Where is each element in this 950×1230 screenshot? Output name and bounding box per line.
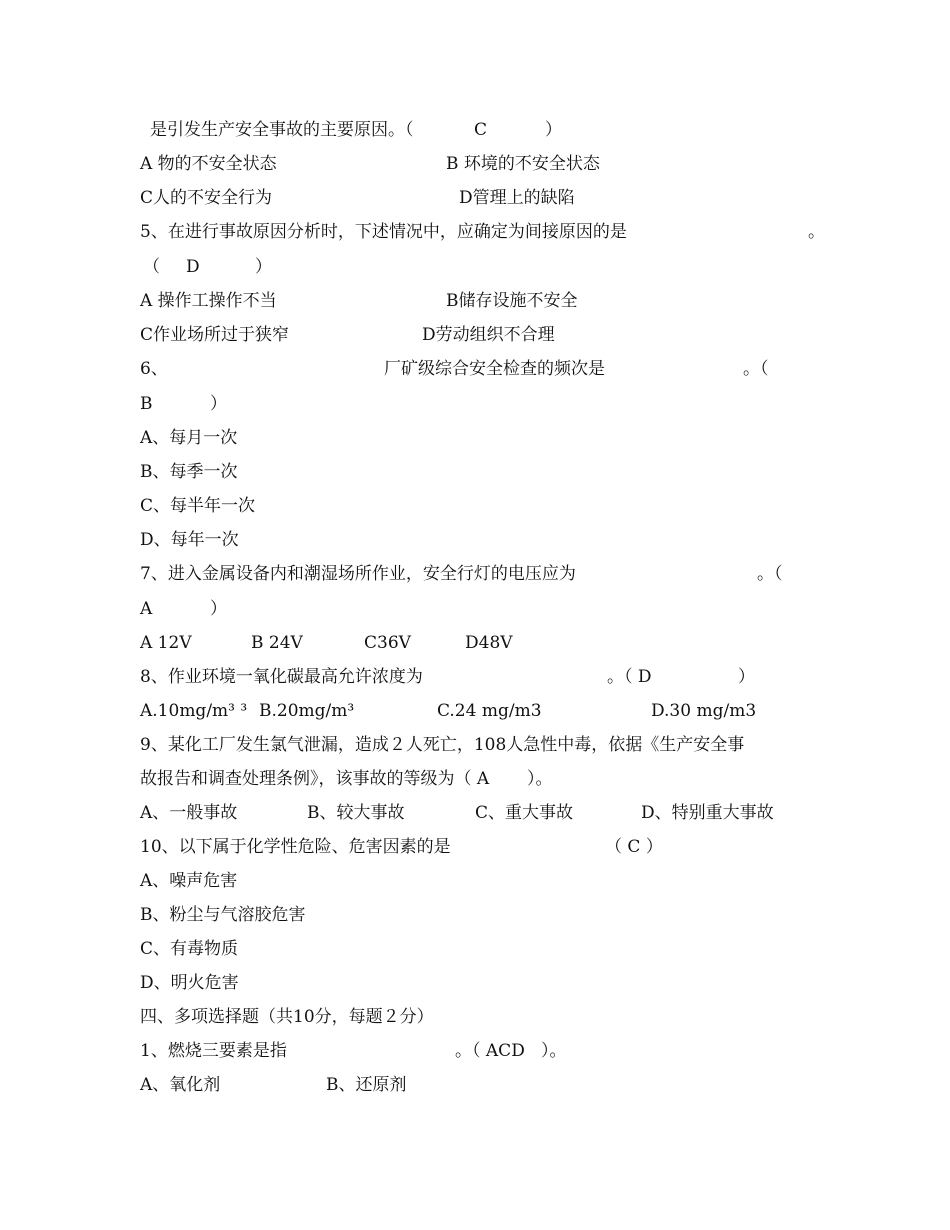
option-d: D.30 mg/m3 <box>651 701 757 721</box>
question-7-stem <box>0 562 950 586</box>
option-d: D48V <box>465 633 513 653</box>
question-5-text: 5、在进行事故原因分析时，下述情况中，应确定为间接原因的是 <box>140 222 627 242</box>
option-b: B、每季一次 <box>140 462 238 482</box>
option-c: C、有毒物质 <box>140 939 239 959</box>
question-7-answer: A <box>140 599 153 619</box>
question-8-stem <box>0 665 950 689</box>
option-c: C.24 mg/m3 <box>437 701 542 721</box>
question-9-stem-2 <box>0 767 950 791</box>
option-a: A 操作工操作不当 <box>140 291 277 311</box>
option-b: B、还原剂 <box>326 1075 407 1095</box>
multi-question-1-text: 1、燃烧三要素是指 <box>140 1041 287 1061</box>
paren-close: ） <box>255 257 272 277</box>
option-d: D、明火危害 <box>140 973 239 993</box>
question-4-answer: C <box>474 120 488 140</box>
question-5-options-1 <box>0 289 950 313</box>
question-7-options <box>0 631 950 655</box>
paren-close: ） <box>210 394 227 414</box>
question-9-text: 9、某化工厂发生氯气泄漏，造成２人死亡，108人急性中毒，依据《生产安全事 <box>140 735 745 755</box>
option-line <box>0 460 950 484</box>
question-4-paren: ） <box>545 120 562 140</box>
question-5-stem <box>0 220 950 244</box>
option-line <box>0 494 950 518</box>
question-5-period: 。 <box>808 222 825 242</box>
question-4-stem <box>0 118 950 142</box>
option-b: B.20mg/m³ <box>259 701 355 721</box>
option-c: C36V <box>364 633 411 653</box>
question-10-stem <box>0 835 950 859</box>
question-8-answer: 。（ D <box>607 667 652 687</box>
question-7-paren: 。（ <box>757 564 783 584</box>
option-line <box>0 869 950 893</box>
section-heading <box>0 1005 950 1029</box>
option-line <box>0 903 950 927</box>
option-b: B 环境的不安全状态 <box>446 154 600 174</box>
option-a: A 12V <box>140 633 192 653</box>
question-4-options-2 <box>0 186 950 210</box>
question-4-text: 是引发生产安全事故的主要原因。（ <box>150 120 414 140</box>
question-9-stem-1 <box>0 733 950 757</box>
option-d: D管理上的缺陷 <box>459 188 575 208</box>
multi-question-1-stem <box>0 1039 950 1063</box>
paren-close: ） <box>210 599 227 619</box>
question-6-text: 厂矿级综合安全检查的频次是 <box>384 359 605 379</box>
question-8-text: 8、作业环境一氧化碳最高允许浓度为 <box>140 667 423 687</box>
option-d: D、特别重大事故 <box>641 803 774 823</box>
paren-open: （ <box>143 257 160 277</box>
question-7-answer-line <box>0 597 950 621</box>
option-c: C作业场所过于狭窄 <box>140 325 290 345</box>
question-6-number: 6、 <box>140 359 168 379</box>
option-d: D劳动组织不合理 <box>422 325 555 345</box>
question-10-text: 10、以下属于化学性危险、危害因素的是 <box>140 837 451 857</box>
question-6-answer: B <box>140 394 153 414</box>
option-c: C人的不安全行为 <box>140 188 273 208</box>
option-b: B、较大事故 <box>307 803 405 823</box>
question-8-options <box>0 699 950 723</box>
question-9-text-cont: 故报告和调查处理条例》，该事故的等级为（ A ）。 <box>140 769 553 789</box>
option-d: D、每年一次 <box>140 530 239 550</box>
option-b: B、粉尘与气溶胶危害 <box>140 905 306 925</box>
question-6-stem <box>0 357 950 381</box>
question-10-answer: （ C ） <box>605 837 663 857</box>
option-c: C、每半年一次 <box>140 496 256 516</box>
option-a: A、噪声危害 <box>140 871 238 891</box>
option-a: A 物的不安全状态 <box>140 154 277 174</box>
question-4-options-1 <box>0 152 950 176</box>
option-line <box>0 426 950 450</box>
question-5-answer: D <box>186 257 200 277</box>
option-b: B储存设施不安全 <box>446 291 578 311</box>
option-line <box>0 937 950 961</box>
question-6-paren: 。（ <box>743 359 769 379</box>
question-6-answer-line <box>0 392 950 416</box>
option-a: A、一般事故 <box>140 803 238 823</box>
question-9-options <box>0 801 950 825</box>
multi-question-1-answer: 。（ ACD ）。 <box>455 1041 567 1061</box>
multi-question-1-options <box>0 1073 950 1097</box>
option-c: C、重大事故 <box>475 803 574 823</box>
option-a: A、每月一次 <box>140 428 238 448</box>
option-a: A、氧化剂 <box>140 1075 221 1095</box>
question-5-options-2 <box>0 323 950 347</box>
option-line <box>0 528 950 552</box>
paren-close: ） <box>738 667 755 687</box>
option-line <box>0 971 950 995</box>
question-5-answer-line <box>0 255 950 279</box>
question-7-text: 7、进入金属设备内和潮湿场所作业，安全行灯的电压应为 <box>140 564 576 584</box>
option-a: A.10mg/m³ ³ <box>140 701 248 721</box>
option-b: B 24V <box>251 633 303 653</box>
section-4-title: 四、多项选择题（共10分，每题２分） <box>140 1007 434 1027</box>
